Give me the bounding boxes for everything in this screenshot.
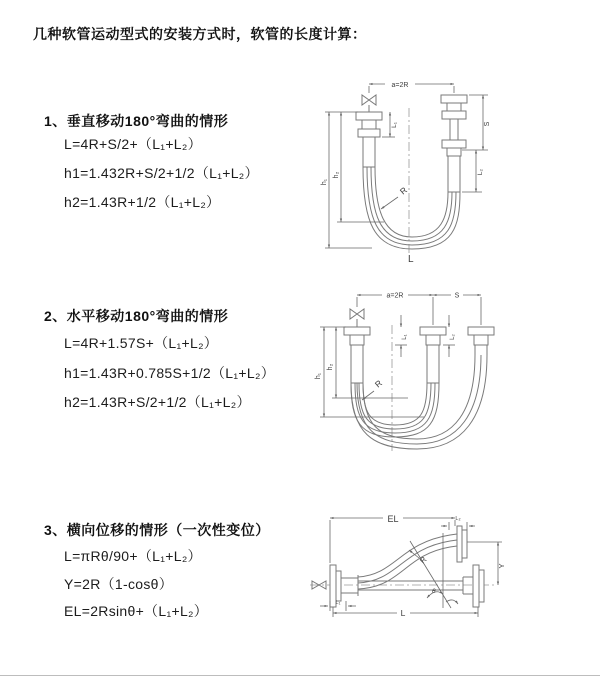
dim-label-h1: h₁: [321, 178, 328, 186]
dim-label-l2: L₂: [455, 516, 461, 522]
dim-label-l2: L₂: [477, 168, 484, 176]
dim-label-s: S: [454, 292, 460, 300]
dimension-lines: [325, 84, 488, 248]
section3-heading: 3、横向位移的情形（一次性变位）: [44, 522, 270, 538]
dim-label-l2: L₂: [450, 334, 456, 340]
dim-label-l: L: [400, 608, 406, 618]
dim-label-l1: L₁: [391, 122, 398, 128]
valve-icon: [350, 309, 364, 319]
section3-formula-l: L=πRθ/90+（L₁+L₂）: [64, 548, 202, 564]
section1-heading: 1、垂直移动180°弯曲的情形: [44, 113, 229, 129]
dim-label-s: S: [484, 121, 491, 127]
dim-label-h2: h₂: [333, 171, 340, 179]
hose-u-drawing: [344, 309, 494, 451]
section3-formula-y: Y=2R（1-cosθ）: [64, 576, 174, 592]
radius-label: R: [397, 184, 409, 197]
diagram-horizontal-180-bend: [312, 283, 597, 458]
length-label: L: [408, 254, 414, 265]
dim-label-h2: h₂: [327, 363, 334, 371]
angle-label: θ: [432, 588, 436, 595]
hose-s-drawing: [310, 526, 496, 607]
valve-icon: [362, 95, 376, 105]
dim-label-y: Y: [497, 563, 506, 569]
dim-label-a2r: a=2R: [391, 82, 409, 89]
section2-heading: 2、水平移动180°弯曲的情形: [44, 308, 229, 324]
radius-label: R: [372, 377, 384, 390]
section2-formula-l: L=4R+1.57S+（L₁+L₂）: [64, 335, 219, 351]
dim-label-a2r: a=2R: [386, 292, 404, 300]
section1-formula-h2: h2=1.43R+1/2（L₁+L₂）: [64, 194, 221, 210]
dim-label-l1: L₁: [402, 334, 408, 340]
section2-formula-h1: h1=1.43R+0.785S+1/2（L₁+L₂）: [64, 365, 275, 381]
hose-u-drawing: [356, 95, 467, 256]
diagram-vertical-180-bend: [312, 70, 597, 265]
section2-formula-h2: h2=1.43R+S/2+1/2（L₁+L₂）: [64, 394, 251, 410]
dim-label-l1: L₁: [335, 600, 341, 606]
radius-label: R: [418, 554, 429, 566]
dimension-lines: [320, 292, 481, 417]
diagram-lateral-displacement: [300, 505, 600, 645]
page-title: 几种软管运动型式的安装方式时，软管的长度计算：: [33, 26, 367, 42]
dim-label-el: EL: [387, 514, 399, 524]
section1-formula-h1: h1=1.432R+S/2+1/2（L₁+L₂）: [64, 165, 259, 181]
section1-formula-l: L=4R+S/2+（L₁+L₂）: [64, 136, 202, 152]
dim-label-h1: h₁: [315, 372, 322, 380]
section3-formula-el: EL=2Rsinθ+（L₁+L₂）: [64, 603, 209, 619]
